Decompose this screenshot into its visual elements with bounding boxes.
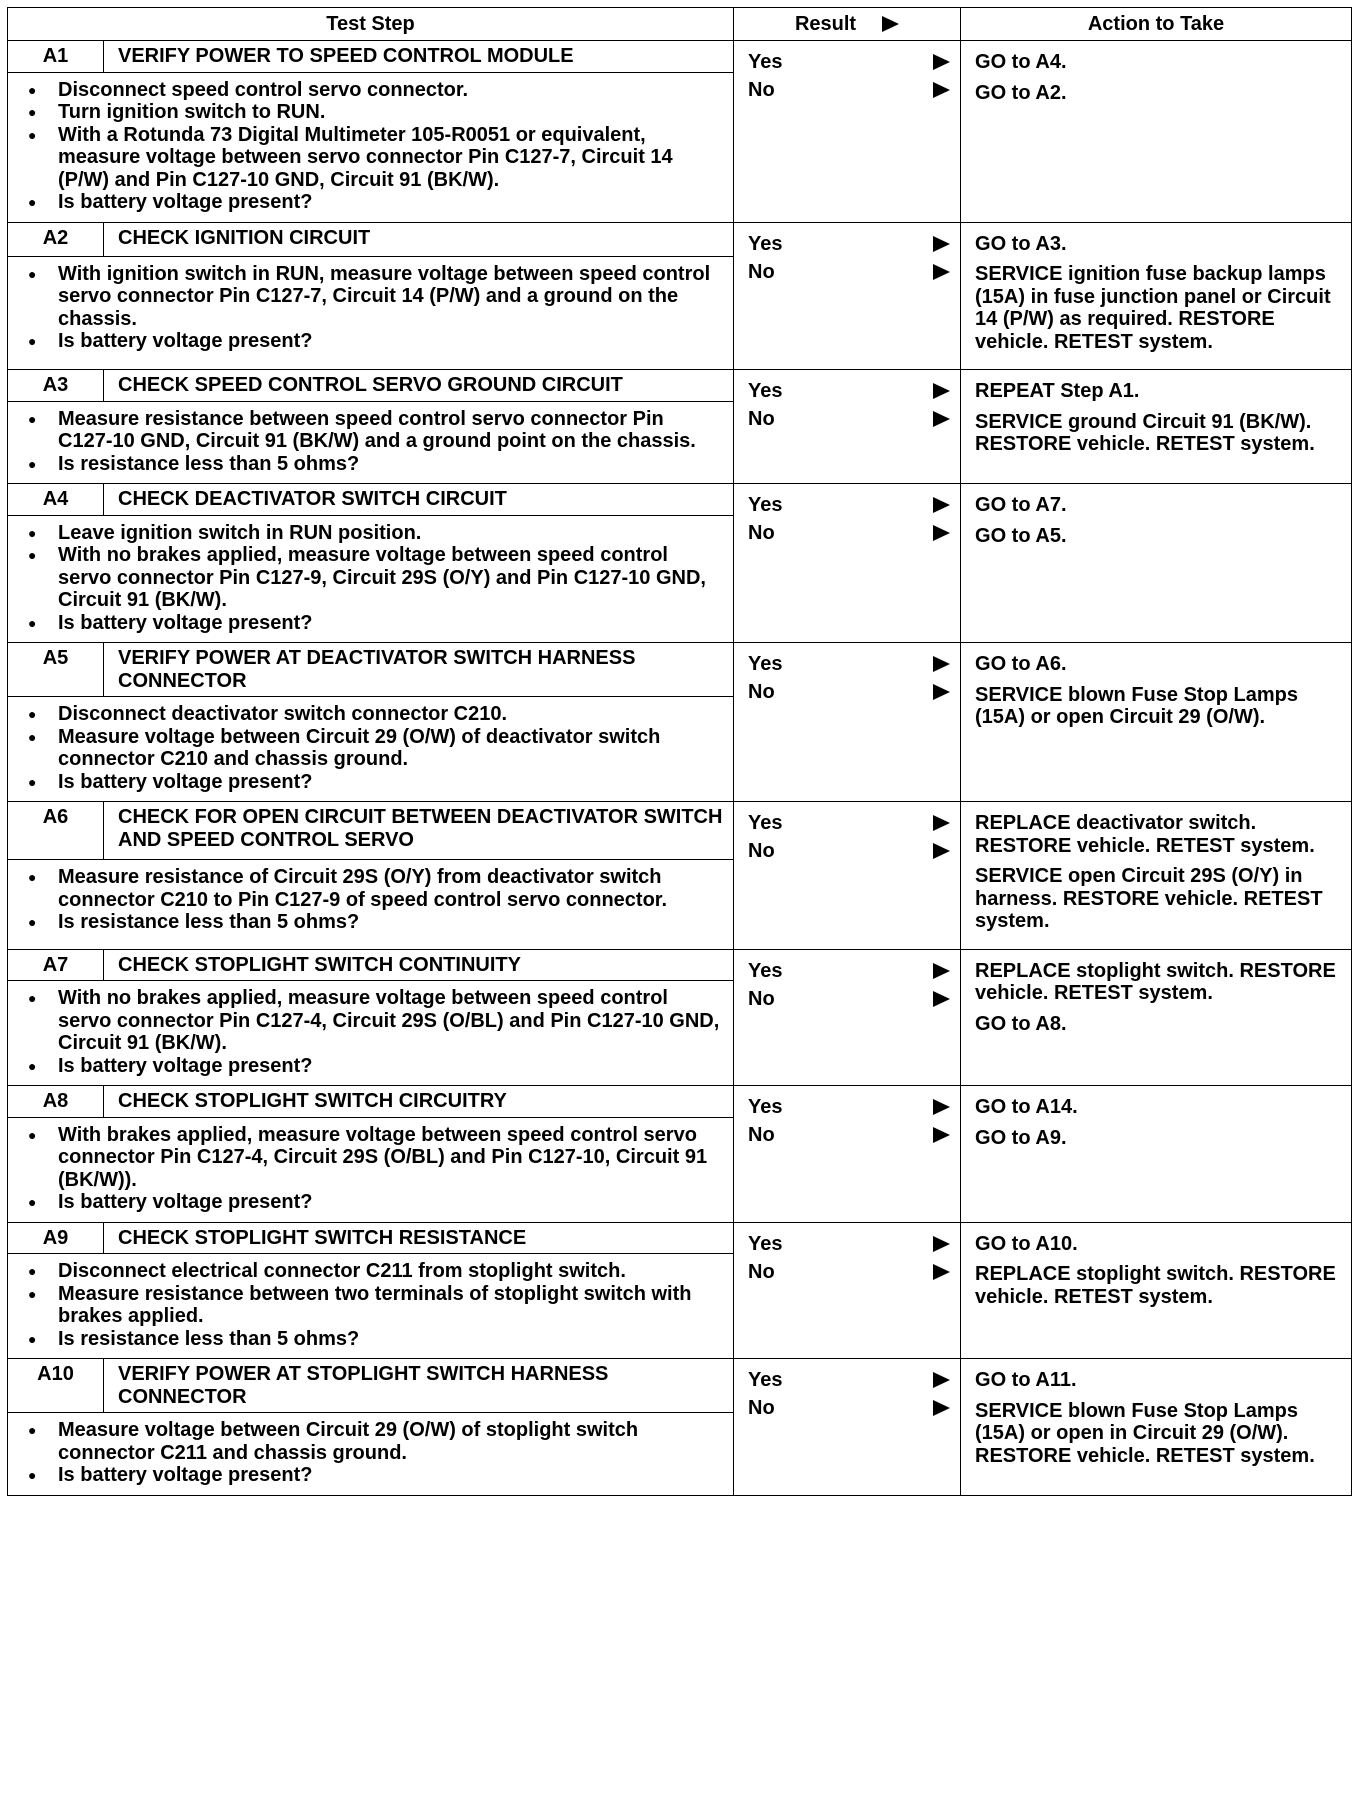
step-id: A8 — [8, 1086, 104, 1118]
result-label: No — [748, 1124, 775, 1146]
arrow-right-icon — [933, 411, 950, 427]
step-body — [8, 256, 734, 369]
result-label: Yes — [748, 380, 783, 402]
arrow-right-icon — [933, 1372, 950, 1388]
step-bullet: ● Disconnect electrical connector C211 from stoplight switch. — [20, 1260, 723, 1283]
step-title: CHECK DEACTIVATOR SWITCH CIRCUIT — [104, 484, 734, 516]
result-no — [734, 1124, 960, 1152]
step-bullets — [20, 408, 723, 476]
action-cell — [961, 1359, 1352, 1496]
step-title-row — [8, 1086, 1352, 1118]
step-question: ● Is resistance less than 5 ohms? — [20, 1328, 723, 1351]
step-title: VERIFY POWER TO SPEED CONTROL MODULE — [104, 41, 734, 73]
result-yes — [734, 51, 960, 79]
step-bullets — [20, 866, 723, 934]
step-title: CHECK IGNITION CIRCUIT — [104, 222, 734, 256]
arrow-right-icon — [933, 525, 950, 541]
step-bullets — [20, 263, 723, 353]
result-label: Yes — [748, 1369, 783, 1391]
result-cell — [734, 1359, 961, 1496]
step-bullet: ● Disconnect deactivator switch connector C210. — [20, 703, 723, 726]
action-text: SERVICE open Circuit 29S (O/Y) in harness. RESTORE vehicle. RETEST system. — [975, 865, 1323, 932]
arrow-right-icon — [933, 1264, 950, 1280]
step-bullet: ● With brakes applied, measure voltage between speed control servo connector Pin C127-4, Circuit 29S (O/BL) and Pin C127-10, Circuit 91 (BK/W)). — [20, 1124, 723, 1192]
result-no — [734, 261, 960, 289]
action-cell — [961, 41, 1352, 223]
result-cell — [734, 1086, 961, 1223]
step-body — [8, 1117, 734, 1222]
arrow-right-icon — [933, 1236, 950, 1252]
step-title: CHECK STOPLIGHT SWITCH CONTINUITY — [104, 949, 734, 981]
result-yes — [734, 1233, 960, 1261]
arrow-right-icon — [933, 684, 950, 700]
step-id: A6 — [8, 802, 104, 860]
step-bullets — [20, 79, 723, 214]
result-label: Yes — [748, 494, 783, 516]
action-text: GO to A11. — [975, 1369, 1077, 1391]
step-id: A3 — [8, 370, 104, 402]
step-bullets — [20, 1419, 723, 1487]
result-yes — [734, 653, 960, 681]
arrow-right-icon — [933, 383, 950, 399]
action-text: REPLACE stoplight switch. RESTORE vehicle. RETEST system. — [975, 959, 1336, 1004]
step-body — [8, 1413, 734, 1496]
table-body — [8, 41, 1352, 1496]
result-no — [734, 408, 960, 436]
diagnostic-table — [7, 7, 1352, 1496]
result-no — [734, 1397, 960, 1425]
step-bullets — [20, 1124, 723, 1214]
result-no — [734, 840, 960, 868]
arrow-right-icon — [933, 815, 950, 831]
result-no — [734, 1261, 960, 1289]
step-question: ● Is battery voltage present? — [20, 771, 723, 794]
step-title: CHECK STOPLIGHT SWITCH RESISTANCE — [104, 1222, 734, 1254]
arrow-right-icon — [933, 843, 950, 859]
step-bullet: ● Measure voltage between Circuit 29 (O/W) of stoplight switch connector C211 and chassis ground. — [20, 1419, 723, 1464]
arrow-right-icon — [933, 236, 950, 252]
step-bullets — [20, 1260, 723, 1350]
action-cell — [961, 1086, 1352, 1223]
result-label: No — [748, 79, 775, 101]
result-label: Yes — [748, 51, 783, 73]
arrow-right-icon — [933, 963, 950, 979]
result-label: No — [748, 681, 775, 703]
step-title-row — [8, 41, 1352, 73]
action-cell — [961, 484, 1352, 643]
result-no — [734, 522, 960, 550]
result-no — [734, 681, 960, 709]
action-text: GO to A10. — [975, 1232, 1078, 1255]
step-id: A9 — [8, 1222, 104, 1254]
step-title-row — [8, 643, 1352, 697]
arrow-right-icon — [933, 991, 950, 1007]
step-title-row — [8, 1222, 1352, 1254]
step-question: ● Is battery voltage present? — [20, 1191, 723, 1214]
result-label: No — [748, 840, 775, 862]
step-title-row — [8, 802, 1352, 860]
arrow-right-icon — [933, 54, 950, 70]
action-cell — [961, 643, 1352, 802]
step-title: CHECK STOPLIGHT SWITCH CIRCUITRY — [104, 1086, 734, 1118]
step-question: ● Is battery voltage present? — [20, 191, 723, 214]
step-body — [8, 981, 734, 1086]
action-text: REPEAT Step A1. — [975, 380, 1140, 402]
step-title-row — [8, 949, 1352, 981]
result-label: Yes — [748, 232, 783, 255]
step-body — [8, 401, 734, 484]
action-text: SERVICE blown Fuse Stop Lamps (15A) or open in Circuit 29 (O/W). RESTORE vehicle. RETEST system. — [975, 1399, 1315, 1467]
step-bullet: ● With ignition switch in RUN, measure voltage between speed control servo connector Pin C127-7, Circuit 14 (P/W) and a ground on the chassis. — [20, 263, 723, 331]
result-cell — [734, 1222, 961, 1359]
step-question: ● Is battery voltage present? — [20, 1055, 723, 1078]
result-cell — [734, 41, 961, 223]
action-text: SERVICE ground Circuit 91 (BK/W). RESTORE vehicle. RETEST system. — [975, 410, 1315, 455]
action-text: GO to A6. — [975, 653, 1067, 675]
action-text: GO to A7. — [975, 494, 1067, 516]
step-question: ● Is battery voltage present? — [20, 1464, 723, 1487]
step-title: CHECK FOR OPEN CIRCUIT BETWEEN DEACTIVATOR SWITCH AND SPEED CONTROL SERVO — [104, 802, 734, 860]
arrow-right-icon — [933, 82, 950, 98]
step-bullet: ● With a Rotunda 73 Digital Multimeter 105-R0051 or equivalent, measure voltage between servo connector Pin C127-7, Circuit 14 (P/W) and Pin C127-10 GND, Circuit 91 (BK/W). — [20, 124, 723, 192]
result-cell — [734, 370, 961, 484]
action-cell — [961, 222, 1352, 370]
step-body — [8, 72, 734, 222]
result-yes — [734, 494, 960, 522]
step-bullets — [20, 703, 723, 793]
step-id: A4 — [8, 484, 104, 516]
step-body — [8, 860, 734, 949]
action-text: GO to A14. — [975, 1096, 1078, 1118]
result-cell — [734, 949, 961, 1086]
action-text: SERVICE ignition fuse backup lamps (15A) in fuse junction panel or Circuit 14 (P/W) as required. RESTORE vehicle. RETEST system. — [975, 263, 1331, 353]
step-bullet: ● Turn ignition switch to RUN. — [20, 101, 723, 124]
arrow-right-icon — [933, 1400, 950, 1416]
step-title: CHECK SPEED CONTROL SERVO GROUND CIRCUIT — [104, 370, 734, 402]
step-body — [8, 515, 734, 643]
action-text: GO to A8. — [975, 1012, 1067, 1035]
header-result — [734, 8, 961, 41]
step-question: ● Is resistance less than 5 ohms? — [20, 911, 723, 934]
step-question: ● Is battery voltage present? — [20, 330, 723, 353]
step-bullet: ● Measure resistance between speed control servo connector Pin C127-10 GND, Circuit 91 (BK/W) and a ground point on the chassis. — [20, 408, 723, 453]
step-question: ● Is resistance less than 5 ohms? — [20, 453, 723, 476]
result-cell — [734, 222, 961, 370]
result-label: No — [748, 987, 775, 1010]
action-cell — [961, 802, 1352, 950]
step-body — [8, 697, 734, 802]
step-bullets — [20, 987, 723, 1077]
header-action: Action to Take — [961, 8, 1352, 41]
step-id: A2 — [8, 222, 104, 256]
step-question: ● Is battery voltage present? — [20, 612, 723, 635]
result-yes — [734, 1369, 960, 1397]
result-label: No — [748, 408, 775, 430]
step-title-row — [8, 222, 1352, 256]
action-text: SERVICE blown Fuse Stop Lamps (15A) or open Circuit 29 (O/W). — [975, 683, 1299, 728]
header-test-step: Test Step — [8, 8, 734, 41]
step-id: A5 — [8, 643, 104, 697]
step-title-row — [8, 484, 1352, 516]
result-cell — [734, 643, 961, 802]
arrow-right-icon — [933, 1099, 950, 1115]
action-text: GO to A3. — [975, 232, 1067, 255]
step-title-row — [8, 1359, 1352, 1413]
arrow-right-icon — [933, 656, 950, 672]
result-label: No — [748, 1397, 775, 1419]
result-no — [734, 988, 960, 1016]
result-label: No — [748, 522, 775, 544]
step-bullet: ● Disconnect speed control servo connector. — [20, 79, 723, 102]
action-cell — [961, 1222, 1352, 1359]
action-text: GO to A2. — [975, 81, 1067, 104]
step-bullet: ● Measure voltage between Circuit 29 (O/W) of deactivator switch connector C210 and chassis ground. — [20, 726, 723, 771]
result-yes — [734, 1096, 960, 1124]
result-label: Yes — [748, 1232, 783, 1255]
action-text: REPLACE stoplight switch. RESTORE vehicle. RETEST system. — [975, 1263, 1336, 1308]
result-label: Yes — [748, 653, 783, 675]
step-title: VERIFY POWER AT DEACTIVATOR SWITCH HARNESS CONNECTOR — [104, 643, 734, 697]
step-bullet: ● Measure resistance between two terminals of stoplight switch with brakes applied. — [20, 1283, 723, 1328]
action-text: GO to A9. — [975, 1126, 1067, 1149]
result-no — [734, 79, 960, 107]
step-body — [8, 1254, 734, 1359]
action-cell — [961, 949, 1352, 1086]
arrow-right-icon — [882, 16, 899, 32]
step-bullet: ● With no brakes applied, measure voltage between speed control servo connector Pin C127-4, Circuit 29S (O/BL) and Pin C127-10 GND, Circuit 91 (BK/W). — [20, 987, 723, 1055]
step-id: A1 — [8, 41, 104, 73]
action-text: GO to A4. — [975, 51, 1067, 73]
result-label: Yes — [748, 959, 783, 982]
step-bullets — [20, 522, 723, 635]
result-label: No — [748, 260, 775, 283]
result-label: Yes — [748, 812, 783, 834]
step-bullet: ● Leave ignition switch in RUN position. — [20, 522, 723, 545]
result-cell — [734, 802, 961, 950]
step-id: A7 — [8, 949, 104, 981]
action-cell — [961, 370, 1352, 484]
action-text: REPLACE deactivator switch. RESTORE vehicle. RETEST system. — [975, 812, 1315, 857]
result-yes — [734, 812, 960, 840]
result-yes — [734, 960, 960, 988]
step-bullet: ● Measure resistance of Circuit 29S (O/Y) from deactivator switch connector C210 to Pin C127-9 of speed control servo connector. — [20, 866, 723, 911]
result-yes — [734, 233, 960, 261]
result-label: No — [748, 1260, 775, 1283]
result-label: Yes — [748, 1096, 783, 1118]
result-yes — [734, 380, 960, 408]
step-title-row — [8, 370, 1352, 402]
header-result-label: Result — [794, 12, 857, 35]
step-id: A10 — [8, 1359, 104, 1413]
arrow-right-icon — [933, 264, 950, 280]
arrow-right-icon — [933, 497, 950, 513]
arrow-right-icon — [933, 1127, 950, 1143]
step-title: VERIFY POWER AT STOPLIGHT SWITCH HARNESS CONNECTOR — [104, 1359, 734, 1413]
table-header-row — [8, 8, 1352, 41]
result-cell — [734, 484, 961, 643]
action-text: GO to A5. — [975, 524, 1067, 547]
step-bullet: ● With no brakes applied, measure voltage between speed control servo connector Pin C127-9, Circuit 29S (O/Y) and Pin C127-10 GND, Circuit 91 (BK/W). — [20, 544, 723, 612]
